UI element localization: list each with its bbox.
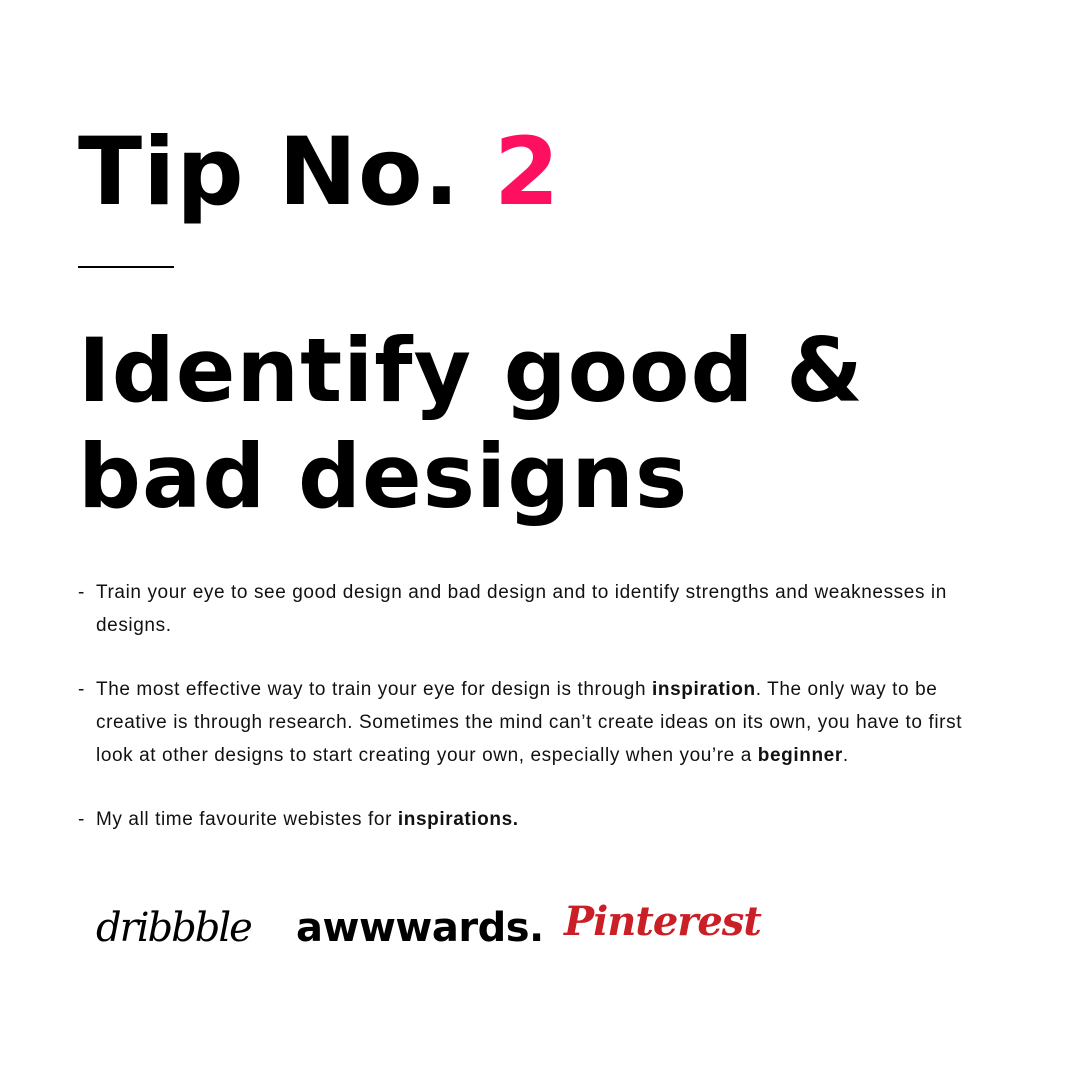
logo-row bbox=[96, 900, 796, 960]
pinterest-logo: Pinterest bbox=[564, 898, 761, 945]
bullet-dash: - bbox=[78, 809, 85, 830]
bullet-emphasis: inspiration bbox=[652, 679, 756, 700]
bullet-emphasis: inspirations. bbox=[397, 809, 519, 830]
tip-number: 2 bbox=[494, 118, 561, 227]
dribbble-logo: dribbble bbox=[96, 905, 251, 951]
bullet-text: The most effective way to train your eye for design is through bbox=[96, 679, 652, 700]
list-item bbox=[78, 803, 998, 836]
page-title bbox=[78, 318, 1038, 530]
bullet-emphasis: beginner bbox=[757, 745, 843, 766]
tip-heading bbox=[78, 118, 560, 228]
bullet-text: . The only way to be creative is through research. Sometimes the mind can’t create ideas on its own, you have to first look at other designs to start creating your own, especially when you’re a bbox=[96, 679, 963, 766]
awwwards-logo: awwwards. bbox=[296, 905, 544, 951]
tip-heading-prefix: Tip No. bbox=[78, 118, 461, 227]
bullet-dash: - bbox=[78, 582, 85, 603]
bullet-text: . bbox=[842, 745, 849, 766]
bullet-text: My all time favourite webistes for bbox=[96, 809, 398, 830]
divider bbox=[78, 266, 174, 268]
page-title-line-2: bad designs bbox=[78, 425, 689, 528]
list-item bbox=[78, 576, 998, 642]
bullet-text: Train your eye to see good design and bad design and to identify strengths and weaknesses in designs. bbox=[96, 582, 947, 636]
tips-list bbox=[78, 576, 998, 867]
bullet-dash: - bbox=[78, 679, 85, 700]
page-title-line-1: Identify good & bbox=[78, 319, 864, 422]
list-item bbox=[78, 673, 998, 772]
